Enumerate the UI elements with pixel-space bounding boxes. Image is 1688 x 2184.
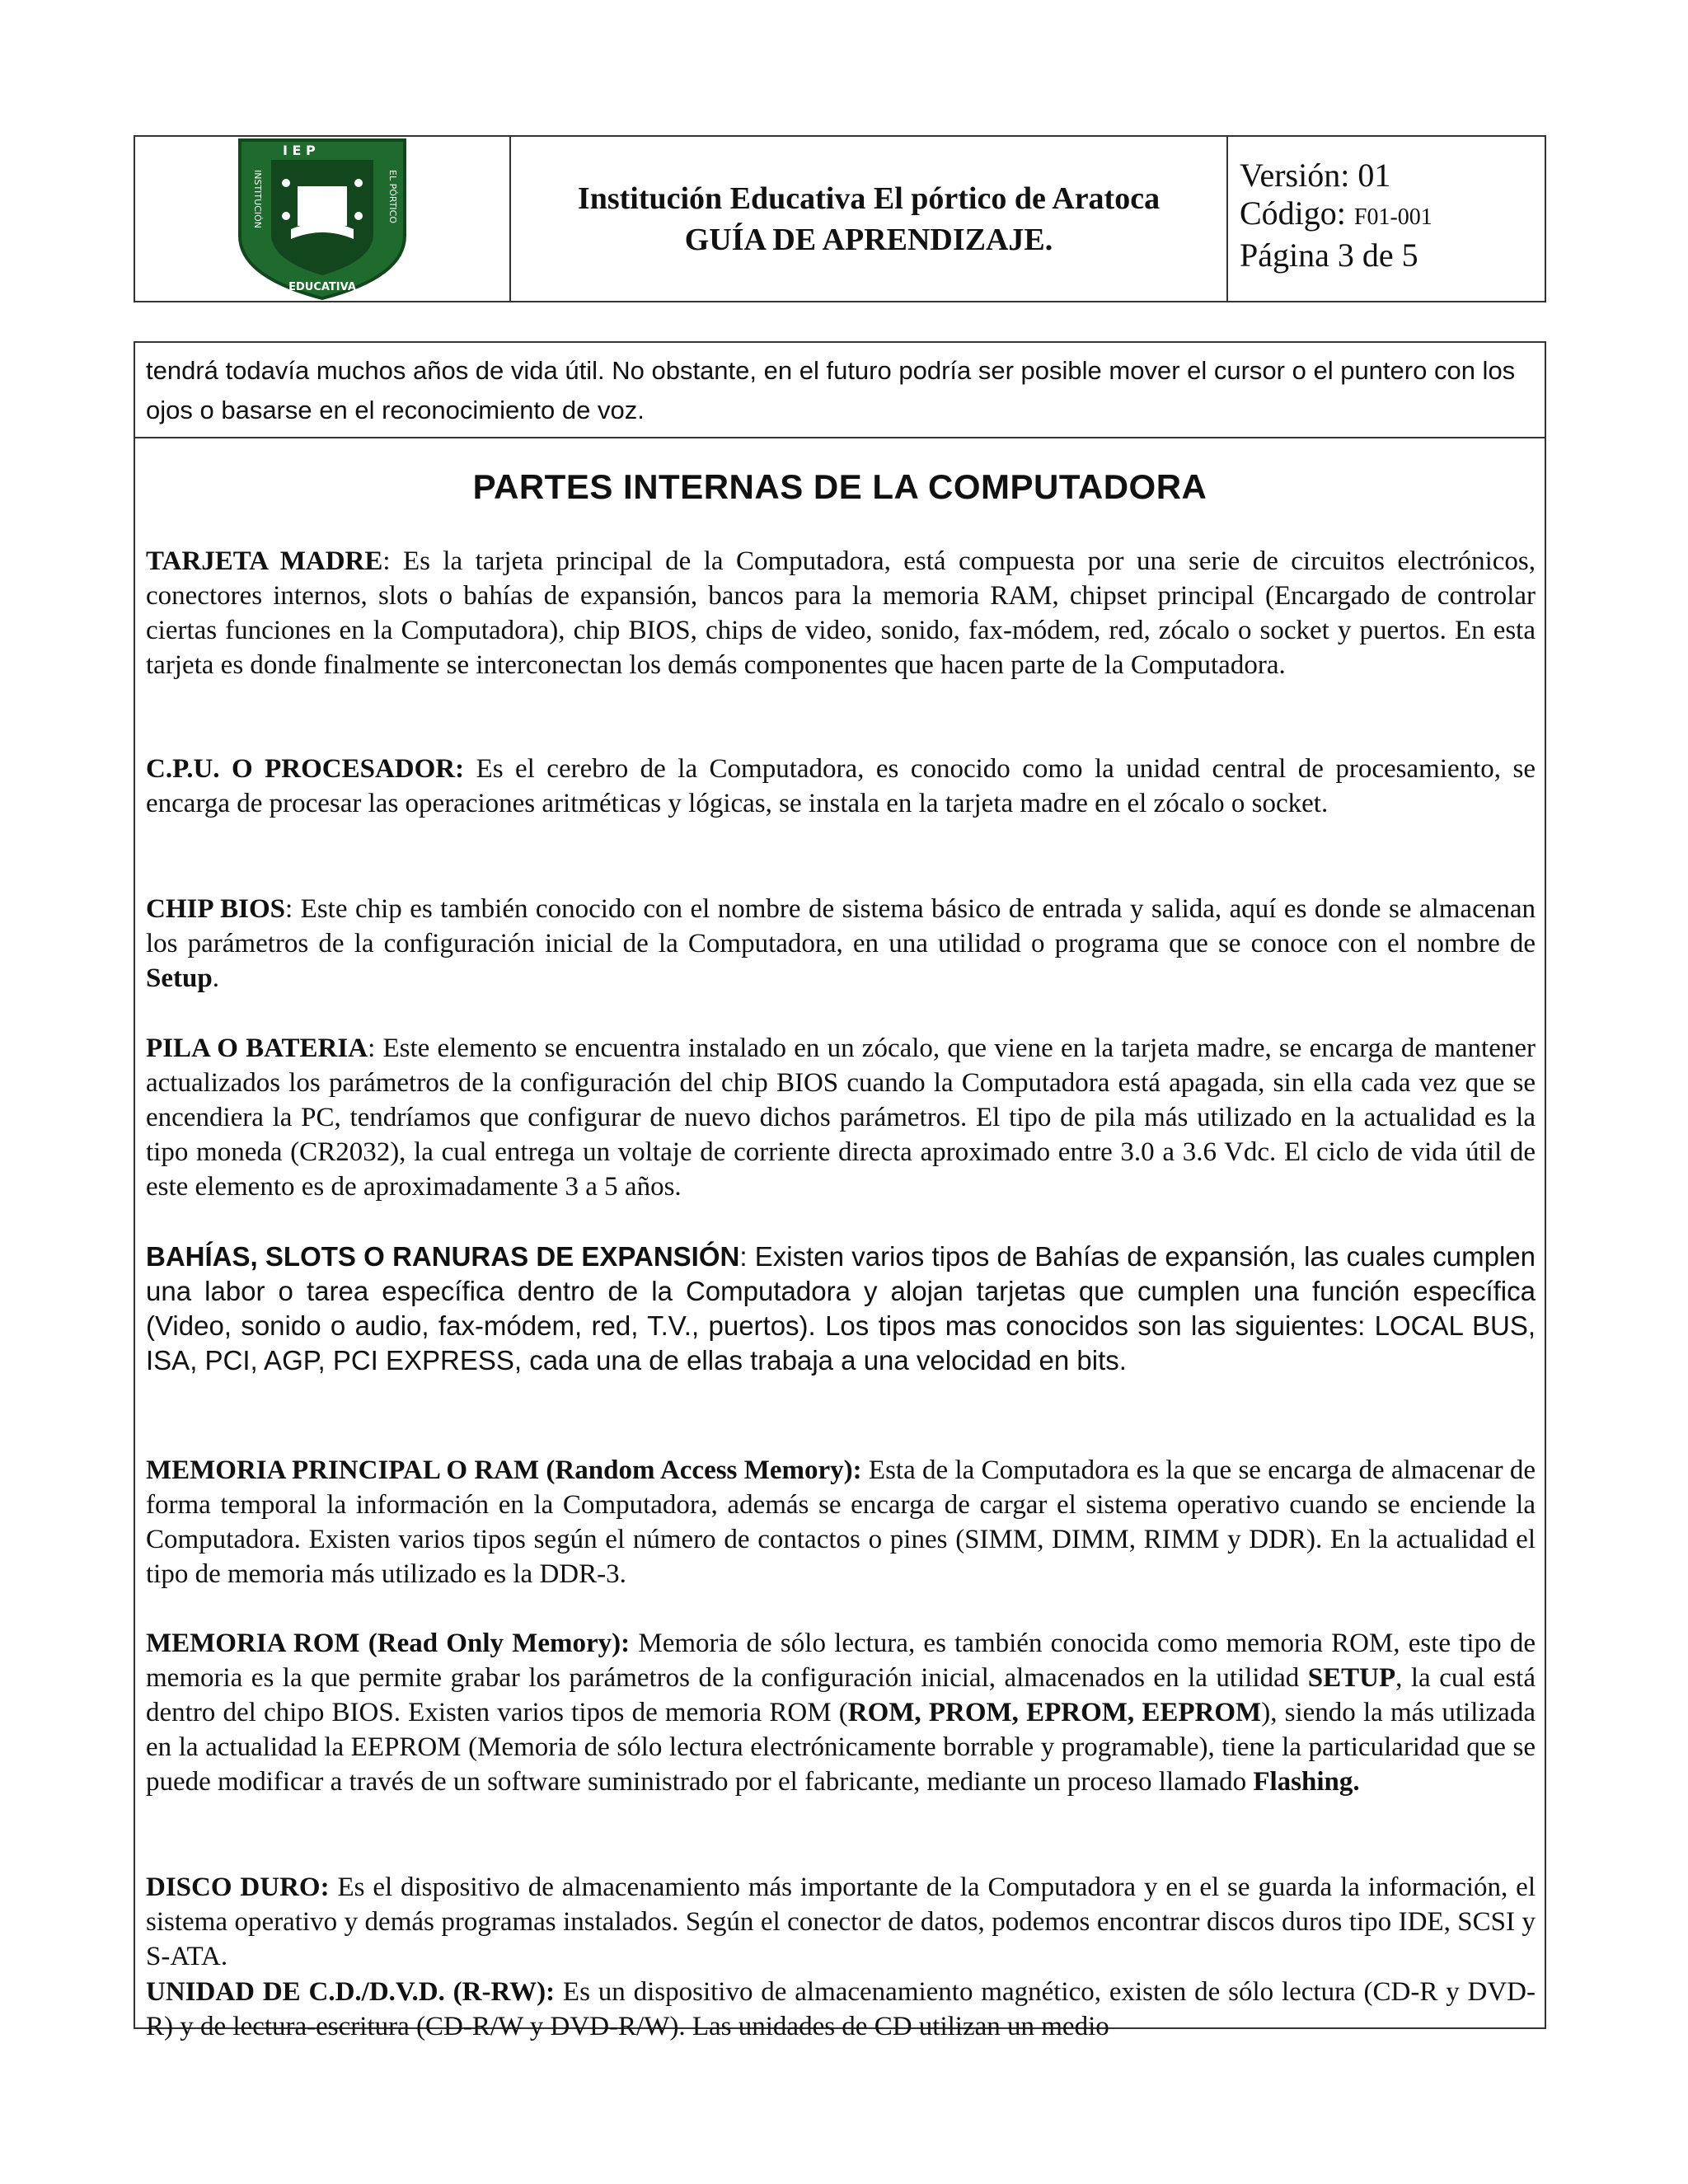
section-title: PARTES INTERNAS DE LA COMPUTADORA — [472, 467, 1207, 506]
text-cd-dvd: Es un dispositivo de almacenamiento magnético, existen de sólo lectura (CD-R y DVD-R) y de lectura-escritura (CD-R/W y DVD-R/W). Las unidades de CD utilizan un medio — [146, 1977, 1536, 2041]
term-disco-duro: DISCO DURO: — [146, 1872, 330, 1902]
text-rom-3: ), siendo la más utilizada en la actualidad la EEPROM (Memoria de sólo lectura electrónicamente borrable y programable), tiene la particularidad que se puede modificar a través de un software suministrado por el fabricante, mediante un proceso llamado — [146, 1698, 1536, 1797]
document-header — [134, 135, 1546, 302]
term-cpu: C.P.U. O PROCESADOR: — [146, 754, 465, 784]
school-logo — [232, 137, 413, 302]
bios-end: . — [212, 963, 219, 993]
content-divider — [135, 437, 1545, 438]
text-bahias: : Existen varios tipos de Bahías de expansión, las cuales cumplen una labor o tarea específica dentro de la Computadora y alojan tarjetas que cumplen una función específica (Video, sonido o audio, fax-módem, red, T.V., puertos). Los tipos mas conocidos son las siguientes: LOCAL BUS, ISA, PCI, AGP, PCI EXPRESS, cada una de ellas trabaja a una velocidad en bits. — [146, 1241, 1536, 1376]
logo-left-text: INSTITUCIÓN — [252, 169, 263, 228]
term-bahias: BAHÍAS, SLOTS O RANURAS DE EXPANSIÓN — [146, 1241, 740, 1272]
rom-setup: SETUP — [1307, 1663, 1396, 1693]
page-label: Página 3 de 5 — [1240, 237, 1418, 274]
text-rom-1: Memoria de sólo lectura, es también conocida como memoria ROM, este tipo de memoria es la que permite grabar los parámetros de la configuración inicial, almacenados en la utilidad — [146, 1629, 1536, 1693]
text-ram: Esta de la Computadora es la que se encarga de almacenar de forma temporal la información en la Computadora, además se encarga de cargar el sistema operativo cuando se enciende la Computadora. Existen varios tipos según el número de contactos o pines (SIMM, DIMM, RIMM y DDR). En la actualidad el tipo de memoria más utilizado es la DDR-3. — [146, 1455, 1536, 1589]
title-cell — [511, 137, 1228, 301]
paragraph-bahias — [146, 1240, 1536, 1378]
term-ram: MEMORIA PRINCIPAL O RAM (Random Access Memory): — [146, 1455, 862, 1485]
term-tarjeta-madre: TARJETA MADRE — [146, 546, 383, 576]
paragraph-disco-duro — [146, 1870, 1536, 1974]
logo-top-letters: I E P — [283, 142, 316, 158]
logo-bottom-text: EDUCATIVA — [288, 280, 356, 293]
text-cpu: Es el cerebro de la Computadora, es conocido como la unidad central de procesamiento, se encarga de procesar las operaciones aritméticas y lógicas, se instala en la tarjeta madre en el zócalo o socket. — [146, 754, 1536, 818]
code-label: Código: — [1240, 194, 1354, 232]
term-bios: CHIP BIOS — [146, 894, 286, 924]
term-cd-dvd: UNIDAD DE C.D./D.V.D. (R-RW): — [146, 1977, 556, 2007]
content-box — [134, 341, 1546, 2041]
paragraph-pila — [146, 1031, 1536, 1204]
text-disco-duro: Es el dispositivo de almacenamiento más importante de la Computadora y en el se guarda la información, el sistema operativo y demás programas instalados. Según el conector de datos, podemos encontrar discos duros tipo IDE, SCSI y S-ATA. — [146, 1872, 1536, 1971]
paragraph-bios — [146, 892, 1536, 996]
term-pila: PILA O BATERIA — [146, 1033, 368, 1063]
rom-flashing: Flashing. — [1253, 1767, 1360, 1797]
continuation-text: tendrá todavía muchos años de vida útil. No obstante, en el futuro podría ser posible mover el cursor o el puntero con los ojos o basarse en el reconocimiento de voz. — [146, 356, 1516, 424]
paragraph-tarjeta-madre — [146, 544, 1536, 682]
code-value: F01-001 — [1353, 204, 1432, 230]
text-rom-2: , la cual está dentro del chipo BIOS. Existen varios tipos de memoria ROM ( — [146, 1663, 1536, 1727]
logo-right-text: EL PÓRTICO — [387, 169, 398, 223]
paragraph-cpu — [146, 752, 1536, 821]
code-line — [1240, 194, 1545, 237]
institution-name: Institución Educativa El pórtico de Aratoca — [577, 180, 1160, 216]
term-rom: MEMORIA ROM (Read Only Memory): — [146, 1629, 631, 1658]
bios-setup: Setup — [146, 963, 213, 993]
logo-cell — [135, 137, 511, 301]
paragraph-rom — [146, 1626, 1536, 1799]
guide-title: GUÍA DE APRENDIZAJE. — [684, 222, 1053, 257]
paragraph-cd-dvd — [146, 1975, 1536, 2044]
text-tarjeta-madre: : Es la tarjeta principal de la Computadora, está compuesta por una serie de circuitos electrónicos, conectores internos, slots o bahías de expansión, bancos para la memoria RAM, chipset principal (Encargado de controlar ciertas funciones en la Computadora), chip BIOS, chips de video, sonido, fax-módem, red, zócalo o socket y puertos. En esta tarjeta es donde finalmente se interconectan los demás componentes que hacen parte de la Computadora. — [146, 546, 1536, 680]
text-pila: : Este elemento se encuentra instalado en un zócalo, que viene en la tarjeta madre, se encarga de mantener actualizados los parámetros de la configuración del chip BIOS cuando la Computadora está apagada, sin ella cada vez que se encendiera la PC, tendríamos que configurar de nuevo dichos parámetros. El tipo de pila más utilizado en la actualidad es la tipo moneda (CR2032), la cual entrega un voltaje de corriente directa aproximado entre 3.0 a 3.6 Vdc. El ciclo de vida útil de este elemento es de aproximadamente 3 a 5 años. — [146, 1033, 1536, 1202]
meta-cell — [1228, 137, 1545, 301]
paragraph-ram — [146, 1453, 1536, 1591]
rom-types: ROM, PROM, EPROM, EEPROM — [847, 1698, 1262, 1727]
version-label: Versión: 01 — [1240, 157, 1391, 194]
text-bios: : Este chip es también conocido con el nombre de sistema básico de entrada y salida, aquí es donde se almacenan los parámetros de la configuración inicial de la Computadora, en una utilidad o programa que se conoce con el nombre de — [146, 894, 1536, 958]
